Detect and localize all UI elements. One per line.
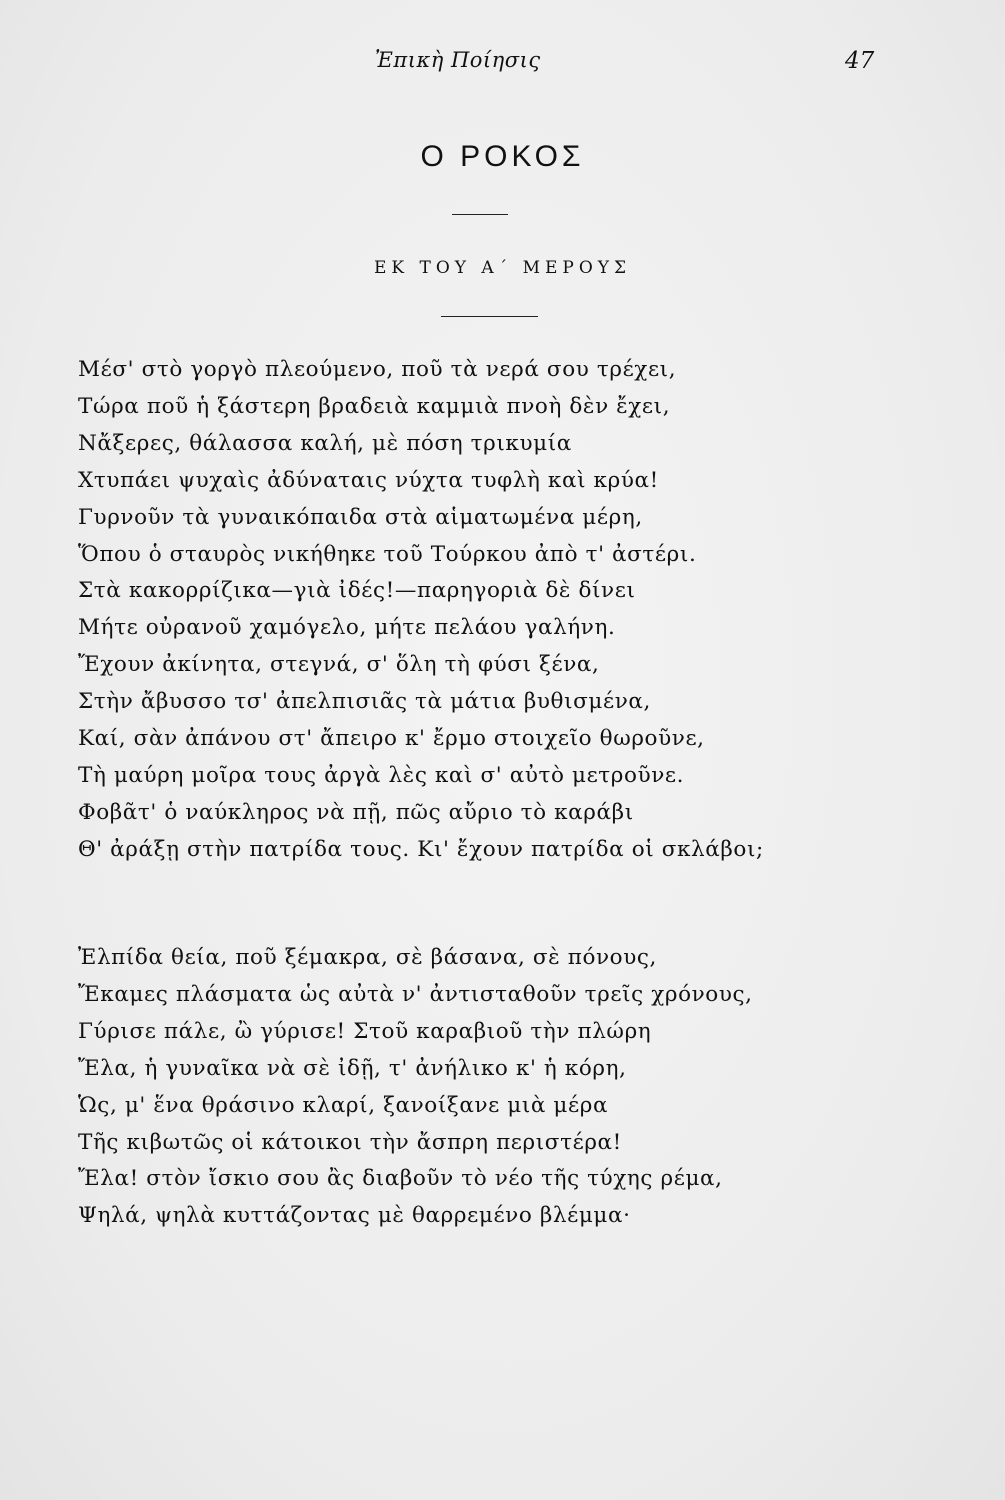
verse-line: Ἔκαμες πλάσματα ὡς αὐτὰ ν' ἀντισταθοῦν τρεῖς χρόνους, bbox=[78, 981, 753, 1007]
verse-line: Μήτε οὐρανοῦ χαμόγελο, μήτε πελάου γαλήνη. bbox=[78, 615, 616, 641]
poem-title: Ο ΡΟΚΟΣ bbox=[420, 140, 585, 173]
verse-line: Ὅπου ὁ σταυρὸς νικήθηκε τοῦ Τούρκου ἀπὸ τ' ἀστέρι. bbox=[78, 541, 697, 567]
running-head bbox=[0, 48, 1005, 78]
page-number: 47 bbox=[845, 48, 875, 74]
verse-line: Καί, σὰν ἀπάνου στ' ἄπειρο κ' ἔρμο στοιχεῖο θωροῦνε, bbox=[78, 726, 705, 752]
verse-line: Φοβᾶτ' ὁ ναύκληρος νὰ πῇ, πῶς αὔριο τὸ καράβι bbox=[78, 799, 634, 825]
verse-line: Νἄξερες, θάλασσα καλή, μὲ πόση τρικυμία bbox=[78, 430, 572, 456]
stanza bbox=[78, 352, 898, 869]
verse-line: Τῆς κιβωτῶς οἱ κάτοικοι τὴν ἄσπρη περιστέρα! bbox=[78, 1129, 622, 1155]
verse-line: Ἔχουν ἀκίνητα, στεγνά, σ' ὅλη τὴ φύσι ξένα, bbox=[78, 652, 600, 678]
stanza bbox=[78, 940, 898, 1235]
running-title: Ἐπικὴ Ποίησις bbox=[375, 48, 541, 72]
verse-line: Ἔλα! στὸν ἴσκιο σου ἂς διαβοῦν τὸ νέο τῆς τύχης ρέμα, bbox=[78, 1166, 723, 1192]
verse-line: Ἐλπίδα θεία, ποῦ ξέμακρα, σὲ βάσανα, σὲ πόνους, bbox=[78, 945, 657, 970]
verse-line: Στὰ κακορρίζικα—γιὰ ἰδές!—παρηγοριὰ δὲ δίνει bbox=[78, 578, 636, 604]
subtitle-divider bbox=[441, 316, 538, 317]
poem-subtitle: ΕΚ ΤΟΥ Α΄ ΜΕΡΟΥΣ bbox=[373, 258, 632, 278]
verse-line: Στὴν ἄβυσσο τσ' ἀπελπισιᾶς τὰ μάτια βυθισμένα, bbox=[78, 689, 651, 715]
verse-line: Γυρνοῦν τὰ γυναικόπαιδα στὰ αἱματωμένα μέρη, bbox=[78, 504, 643, 530]
verse-line: Χτυπάει ψυχαὶς ἀδύναταις νύχτα τυφλὴ καὶ κρύα! bbox=[78, 467, 659, 493]
verse-line: Ὡς, μ' ἕνα θράσινο κλαρί, ξανοίξανε μιὰ μέρα bbox=[78, 1092, 609, 1118]
title-divider bbox=[452, 214, 508, 215]
verse-line: Τὴ μαύρη μοῖρα τους ἀργὰ λὲς καὶ σ' αὐτὸ μετροῦνε. bbox=[78, 762, 685, 788]
verse-line: Ψηλά, ψηλὰ κυττάζοντας μὲ θαρρεμένο βλέμμα· bbox=[78, 1203, 631, 1229]
verse-line: Μέσ' στὸ γοργὸ πλεούμενο, ποῦ τὰ νερά σου τρέχει, bbox=[78, 357, 677, 382]
verse-line: Τώρα ποῦ ἡ ξάστερη βραδειὰ καμμιὰ πνοὴ δὲν ἔχει, bbox=[78, 393, 671, 419]
verse-line: Γύρισε πάλε, ὢ γύρισε! Στοῦ καραβιοῦ τὴν πλώρη bbox=[78, 1018, 652, 1044]
verse-line: Θ' ἀράξῃ στὴν πατρίδα τους. Κι' ἔχουν πατρίδα οἱ σκλάβοι; bbox=[78, 836, 764, 862]
verse-line: Ἔλα, ἡ γυναῖκα νὰ σὲ ἰδῇ, τ' ἀνήλικο κ' ἡ κόρη, bbox=[78, 1055, 627, 1081]
